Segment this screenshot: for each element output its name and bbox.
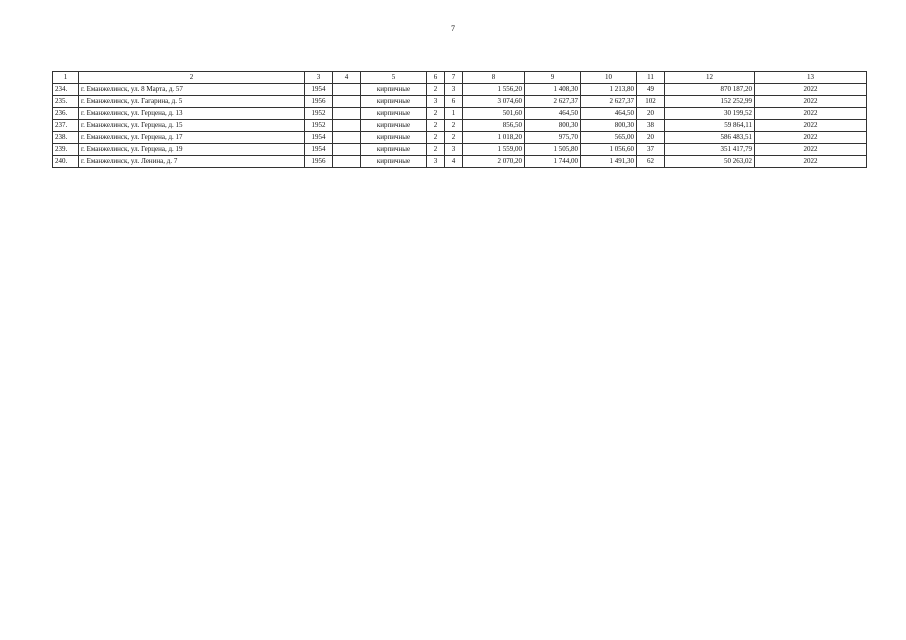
header-cell-4: 4	[333, 72, 361, 84]
cell-cost: 50 263,02	[665, 156, 755, 168]
cell-address: г. Еманжелинск, ул. Герцена, д. 13	[79, 108, 305, 120]
cell-total-area: 856,50	[463, 120, 525, 132]
cell-total-area: 3 074,60	[463, 96, 525, 108]
cell-address: г. Еманжелинск, ул. Герцена, д. 19	[79, 144, 305, 156]
header-cell-2: 2	[79, 72, 305, 84]
cell-total-area: 2 070,20	[463, 156, 525, 168]
header-cell-11: 11	[637, 72, 665, 84]
header-row	[53, 72, 867, 84]
table-row	[53, 156, 867, 168]
cell-entrances: 2	[445, 120, 463, 132]
table-row	[53, 84, 867, 96]
header-cell-3: 3	[305, 72, 333, 84]
cell-floors: 3	[427, 156, 445, 168]
cell-floors: 2	[427, 108, 445, 120]
cell-residents: 20	[637, 132, 665, 144]
cell-year: 1956	[305, 96, 333, 108]
cell-year: 1956	[305, 156, 333, 168]
cell-address: г. Еманжелинск, ул. Герцена, д. 15	[79, 120, 305, 132]
table-row	[53, 132, 867, 144]
table-row	[53, 108, 867, 120]
page-number: 7	[451, 24, 455, 33]
cell-residents: 38	[637, 120, 665, 132]
cell-num: 234.	[53, 84, 79, 96]
cell-total-area: 501,60	[463, 108, 525, 120]
header-cell-13: 13	[755, 72, 867, 84]
cell-cost: 586 483,51	[665, 132, 755, 144]
cell-num: 236.	[53, 108, 79, 120]
cell-residents: 49	[637, 84, 665, 96]
table-row	[53, 96, 867, 108]
cell-address: г. Еманжелинск, ул. Ленина, д. 7	[79, 156, 305, 168]
cell-residential-area: 1 213,80	[581, 84, 637, 96]
cell-living-area: 464,50	[525, 108, 581, 120]
cell-year-planned: 2022	[755, 132, 867, 144]
cell-address: г. Еманжелинск, ул. Гагарина, д. 5	[79, 96, 305, 108]
header-cell-12: 12	[665, 72, 755, 84]
cell-living-area: 800,30	[525, 120, 581, 132]
cell-entrances: 3	[445, 144, 463, 156]
cell-wall-material: кирпичные	[361, 84, 427, 96]
cell-cost: 152 252,99	[665, 96, 755, 108]
cell-wall-material: кирпичные	[361, 156, 427, 168]
register-table	[52, 71, 867, 168]
cell-col4	[333, 120, 361, 132]
cell-wall-material: кирпичные	[361, 96, 427, 108]
cell-residential-area: 565,00	[581, 132, 637, 144]
cell-entrances: 4	[445, 156, 463, 168]
cell-col4	[333, 132, 361, 144]
cell-floors: 2	[427, 144, 445, 156]
cell-address: г. Еманжелинск, ул. Герцена, д. 17	[79, 132, 305, 144]
cell-residents: 20	[637, 108, 665, 120]
cell-num: 235.	[53, 96, 79, 108]
table-row	[53, 120, 867, 132]
cell-living-area: 1 408,30	[525, 84, 581, 96]
cell-entrances: 6	[445, 96, 463, 108]
cell-year-planned: 2022	[755, 96, 867, 108]
header-cell-7: 7	[445, 72, 463, 84]
cell-residents: 37	[637, 144, 665, 156]
cell-col4	[333, 108, 361, 120]
cell-entrances: 2	[445, 132, 463, 144]
cell-living-area: 1 744,00	[525, 156, 581, 168]
header-cell-10: 10	[581, 72, 637, 84]
cell-residential-area: 1 491,30	[581, 156, 637, 168]
cell-col4	[333, 156, 361, 168]
cell-col4	[333, 96, 361, 108]
cell-cost: 870 187,20	[665, 84, 755, 96]
cell-year-planned: 2022	[755, 144, 867, 156]
cell-residential-area: 1 056,60	[581, 144, 637, 156]
cell-floors: 2	[427, 120, 445, 132]
cell-total-area: 1 559,00	[463, 144, 525, 156]
cell-num: 240.	[53, 156, 79, 168]
cell-year-planned: 2022	[755, 108, 867, 120]
cell-year-planned: 2022	[755, 84, 867, 96]
cell-floors: 2	[427, 84, 445, 96]
cell-wall-material: кирпичные	[361, 108, 427, 120]
cell-year-planned: 2022	[755, 120, 867, 132]
cell-year: 1954	[305, 132, 333, 144]
cell-residential-area: 800,30	[581, 120, 637, 132]
cell-wall-material: кирпичные	[361, 144, 427, 156]
cell-residential-area: 2 627,37	[581, 96, 637, 108]
cell-num: 239.	[53, 144, 79, 156]
cell-cost: 351 417,79	[665, 144, 755, 156]
cell-address: г. Еманжелинск, ул. 8 Марта, д. 57	[79, 84, 305, 96]
cell-year: 1954	[305, 144, 333, 156]
cell-entrances: 1	[445, 108, 463, 120]
cell-cost: 59 864,11	[665, 120, 755, 132]
cell-floors: 3	[427, 96, 445, 108]
cell-year: 1952	[305, 108, 333, 120]
cell-year-planned: 2022	[755, 156, 867, 168]
cell-year: 1954	[305, 84, 333, 96]
header-cell-8: 8	[463, 72, 525, 84]
cell-wall-material: кирпичные	[361, 120, 427, 132]
cell-col4	[333, 144, 361, 156]
header-cell-9: 9	[525, 72, 581, 84]
cell-living-area: 2 627,37	[525, 96, 581, 108]
header-cell-1: 1	[53, 72, 79, 84]
cell-total-area: 1 018,20	[463, 132, 525, 144]
cell-col4	[333, 84, 361, 96]
cell-floors: 2	[427, 132, 445, 144]
cell-residential-area: 464,50	[581, 108, 637, 120]
cell-num: 237.	[53, 120, 79, 132]
cell-residents: 62	[637, 156, 665, 168]
header-cell-5: 5	[361, 72, 427, 84]
cell-living-area: 1 505,80	[525, 144, 581, 156]
cell-year: 1952	[305, 120, 333, 132]
header-cell-6: 6	[427, 72, 445, 84]
cell-cost: 30 199,52	[665, 108, 755, 120]
cell-num: 238.	[53, 132, 79, 144]
cell-total-area: 1 556,20	[463, 84, 525, 96]
table-body	[53, 72, 867, 168]
cell-wall-material: кирпичные	[361, 132, 427, 144]
cell-entrances: 3	[445, 84, 463, 96]
cell-living-area: 975,70	[525, 132, 581, 144]
cell-residents: 102	[637, 96, 665, 108]
table-row	[53, 144, 867, 156]
